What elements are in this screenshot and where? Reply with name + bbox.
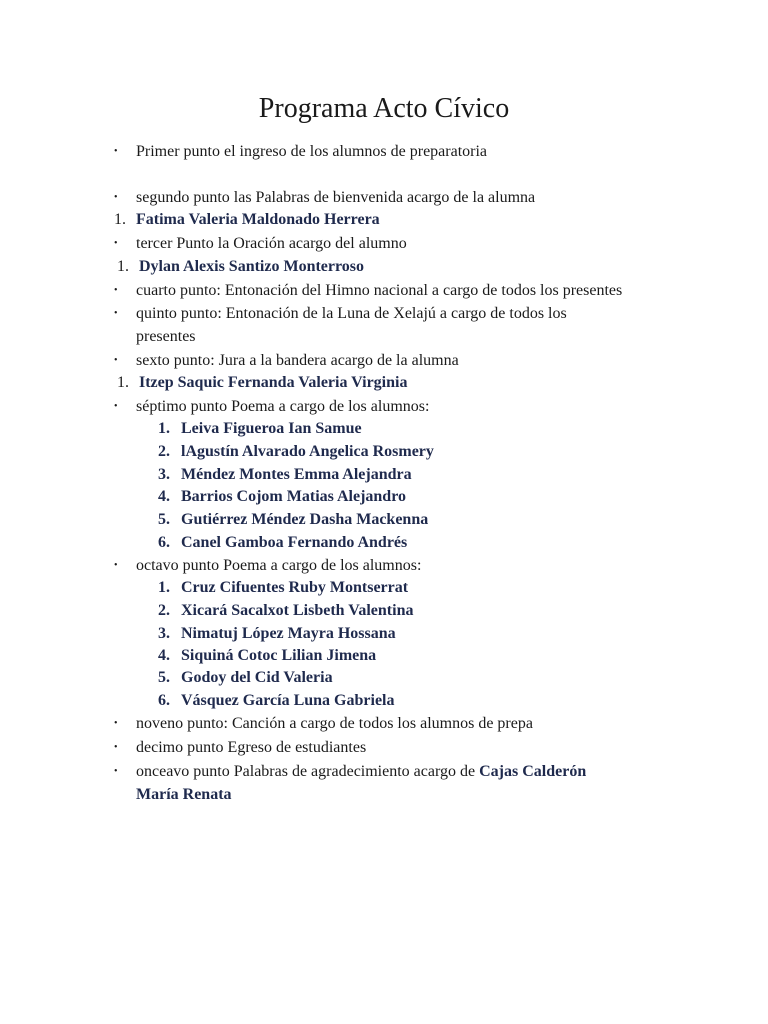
student-name: Fatima Valeria Maldonado Herrera: [136, 211, 380, 228]
student-name: Gutiérrez Méndez Dasha Mackenna: [181, 511, 429, 528]
student-name: Leiva Figueroa Ian Samue: [181, 420, 362, 437]
program-item-octavo: octavo punto Poema a cargo de los alumnos:: [136, 557, 422, 574]
student-name: Siquiná Cotoc Lilian Jimena: [181, 647, 377, 664]
list-number: 6.: [158, 534, 170, 551]
list-number: 4.: [158, 647, 170, 664]
bullet-icon: •: [114, 308, 118, 319]
list-number: 4.: [158, 488, 170, 505]
program-item-noveno: noveno punto: Canción a cargo de todos los alumnos de prepa: [136, 715, 533, 732]
program-item-septimo: séptimo punto Poema a cargo de los alumnos:: [136, 398, 430, 415]
list-number: 1.: [158, 420, 170, 437]
bullet-icon: •: [114, 742, 118, 753]
bullet-icon: •: [114, 238, 118, 249]
list-number: 2.: [158, 602, 170, 619]
student-name: Méndez Montes Emma Alejandra: [181, 466, 412, 483]
student-name: Dylan Alexis Santizo Monterroso: [139, 258, 365, 275]
student-name: Canel Gamboa Fernando Andrés: [181, 534, 408, 551]
list-number: 5.: [158, 669, 170, 686]
bullet-icon: •: [114, 766, 118, 777]
program-item-quinto-continued: presentes: [136, 328, 196, 345]
program-item-quinto: quinto punto: Entonación de la Luna de Xelajú a cargo de todos los: [136, 305, 567, 322]
student-name: Godoy del Cid Valeria: [181, 669, 333, 686]
bullet-icon: •: [114, 146, 118, 157]
program-item-cuarto: cuarto punto: Entonación del Himno nacional a cargo de todos los presentes: [136, 282, 623, 299]
bullet-icon: •: [114, 285, 118, 296]
student-name-continued: María Renata: [136, 786, 232, 803]
bullet-icon: •: [114, 718, 118, 729]
bullet-icon: •: [114, 355, 118, 366]
bullet-icon: •: [114, 560, 118, 571]
list-number: 1.: [117, 374, 129, 391]
bullet-icon: •: [114, 192, 118, 203]
document-title: Programa Acto Cívico: [258, 93, 510, 124]
program-item-primer: Primer punto el ingreso de los alumnos de preparatoria: [136, 143, 488, 160]
student-name: Cajas Calderón: [479, 763, 587, 780]
program-item-onceavo-text: onceavo punto Palabras de agradecimiento acargo de: [136, 763, 480, 780]
program-item-decimo: decimo punto Egreso de estudiantes: [136, 739, 367, 756]
list-number: 1.: [114, 211, 126, 228]
bullet-icon: •: [114, 401, 118, 412]
student-name: Xicará Sacalxot Lisbeth Valentina: [181, 602, 414, 619]
student-name: lAgustín Alvarado Angelica Rosmery: [181, 443, 434, 460]
list-number: 6.: [158, 692, 170, 709]
list-number: 2.: [158, 443, 170, 460]
program-item-tercer: tercer Punto la Oración acargo del alumno: [136, 235, 407, 252]
list-number: 1.: [158, 579, 170, 596]
student-name: Nimatuj López Mayra Hossana: [181, 625, 396, 642]
list-number: 5.: [158, 511, 170, 528]
student-name: Vásquez García Luna Gabriela: [181, 692, 395, 709]
program-item-onceavo: [136, 761, 586, 783]
list-number: 3.: [158, 625, 170, 642]
list-number: 3.: [158, 466, 170, 483]
student-name: Itzep Saquic Fernanda Valeria Virginia: [139, 374, 408, 391]
program-item-sexto: sexto punto: Jura a la bandera acargo de la alumna: [136, 352, 459, 369]
program-item-segundo: segundo punto las Palabras de bienvenida acargo de la alumna: [136, 189, 536, 206]
student-name: Barrios Cojom Matias Alejandro: [181, 488, 407, 505]
list-number: 1.: [117, 258, 129, 275]
student-name: Cruz Cifuentes Ruby Montserrat: [181, 579, 409, 596]
